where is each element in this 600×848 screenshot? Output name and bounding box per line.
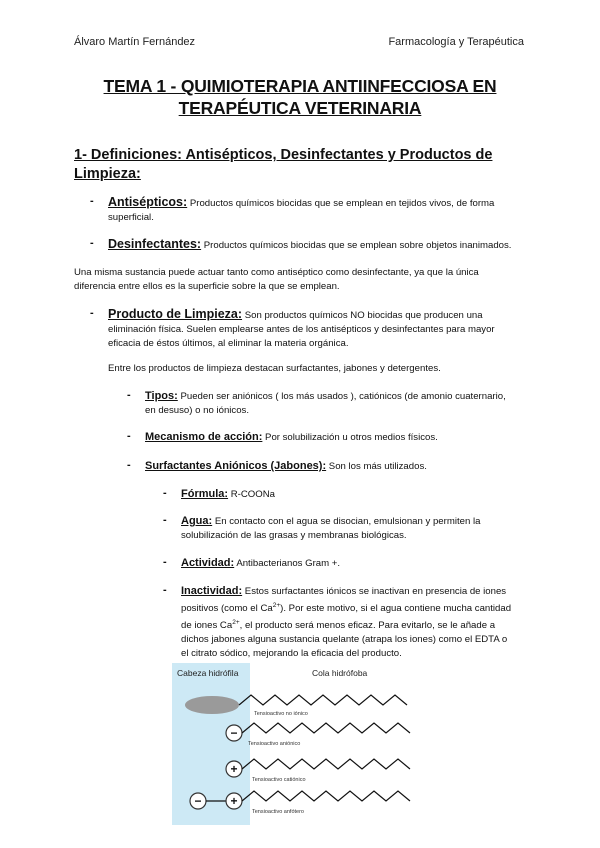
inactividad-text-5: el citrato sódico, mejorando la eficacia del producto. (181, 648, 402, 660)
surfactant-diagram (172, 663, 418, 825)
antisepticos-text-2: superficial. (108, 212, 154, 223)
tail-label: Cola hidrófoba (312, 668, 368, 678)
amphoteric-minus-sign: − (194, 794, 202, 808)
desinfectantes-text: Productos químicos biocidas que se emplean sobre objetos inanimados. (201, 240, 512, 251)
inactividad-term: Inactividad: (181, 585, 243, 597)
page-title-line1: TEMA 1 - QUIMIOTERAPIA ANTIINFECCIOSA EN (103, 76, 497, 96)
inactividad-item (181, 584, 541, 661)
row-label-cationic: Tensioactivo catiónico (252, 777, 306, 783)
header-subject: Farmacología y Terapéutica (388, 36, 524, 48)
section-heading-line1: 1- Definiciones: Antisépticos, Desinfectantes y Productos de (74, 147, 493, 163)
tipos-text: Pueden ser aniónicos ( los más usados ), catiónicos (de amonio cuaternario, (177, 391, 506, 402)
surfactantes-item (145, 459, 545, 474)
desinfectantes-term: Desinfectantes: (108, 237, 202, 251)
mecanismo-text: Por solubilización u otros medios físicos. (262, 432, 438, 443)
paragraph-1-line1: Una misma sustancia puede actuar tanto como antiséptico como desinfectante, ya que la única (74, 267, 479, 278)
producto-text-3: eficacia de éstos últimos, al eliminar la materia orgánica. (108, 338, 349, 349)
cationic-sign: + (230, 762, 238, 776)
bullet-dash: - (127, 389, 131, 401)
mecanismo-term: Mecanismo de acción: (145, 431, 263, 443)
bullet-dash: - (163, 556, 167, 568)
bullet-dash: - (127, 430, 131, 442)
inactividad-text-4: dichos jabones alguna sustancia quelante (atrapa los iones) como el EDTA o (181, 634, 508, 646)
inactividad-text-2b: ). Por este motivo, si el agua contiene mucha cantidad (280, 603, 512, 615)
section-heading-line2: Limpieza: (74, 166, 141, 182)
tipos-text-2: en desuso) o no iónicos. (145, 405, 249, 416)
bullet-dash: - (163, 487, 167, 499)
amphoteric-plus-sign: + (230, 794, 238, 808)
superscript-charge: 2+ (232, 619, 240, 627)
hydrocarbon-tail (242, 791, 410, 801)
superscript-charge: 2+ (272, 602, 281, 609)
row-label-amphoteric: Tensioactivo anfótero (252, 809, 304, 815)
bullet-dash: - (90, 237, 94, 249)
agua-text-2: solubilización de las grasas y membranas biológicas. (181, 530, 407, 541)
bullet-dash: - (90, 307, 94, 319)
mecanismo-item (145, 430, 545, 445)
producto-text: Son productos químicos NO biocidas que producen una (242, 310, 483, 321)
row-label-nonionic: Tensioactivo no iónico (254, 711, 308, 717)
bullet-dash: - (127, 459, 131, 471)
agua-term: Agua: (181, 515, 213, 527)
surfactantes-term: Surfactantes Aniónicos (Jabones): (145, 460, 327, 472)
nonionic-head-oval (185, 696, 239, 714)
tipos-item (145, 389, 545, 418)
antisepticos-item (108, 195, 528, 225)
bullet-dash: - (163, 514, 167, 526)
surfactantes-text: Son los más utilizados. (326, 461, 427, 472)
head-label: Cabeza hidrófila (177, 668, 239, 678)
bullet-dash: - (163, 584, 167, 596)
antisepticos-term: Antisépticos: (108, 195, 188, 209)
inactividad-text: Estos surfactantes iónicos se inactivan en presencia de iones (242, 586, 507, 597)
paragraph-1-line2: diferencia entre ellos es la superficie sobre la que se emplean. (74, 281, 340, 292)
inactividad-text-2a: positivos (como el Ca (181, 603, 273, 615)
page-title-line2: TERAPÉUTICA VETERINARIA (178, 98, 422, 118)
hydrocarbon-tail (242, 723, 410, 733)
paragraph-2: Entre los productos de limpieza destacan surfactantes, jabones y detergentes. (108, 363, 441, 374)
tipos-term: Tipos: (145, 390, 178, 402)
row-label-anionic: Tensioactivo aniónico (248, 741, 301, 747)
bullet-dash: - (90, 195, 94, 207)
producto-item (108, 307, 538, 351)
desinfectantes-item (108, 237, 538, 253)
paragraph-1 (74, 266, 544, 294)
hydrocarbon-tail (242, 759, 410, 769)
header-author: Álvaro Martín Fernández (74, 36, 196, 48)
agua-item (181, 514, 541, 543)
producto-term: Producto de Limpieza: (108, 307, 243, 321)
formula-text: R-COONa (228, 489, 275, 500)
formula-item (181, 487, 541, 502)
formula-term: Fórmula: (181, 488, 229, 500)
hydrocarbon-tail (239, 695, 407, 705)
actividad-item (181, 556, 541, 571)
inactividad-text-3b: , el producto será menos eficaz. Para evitarlo, se le añade a (239, 620, 496, 632)
actividad-term: Actividad: (181, 557, 235, 569)
antisepticos-text: Productos químicos biocidas que se emplean en tejidos vivos, de forma (187, 198, 495, 209)
actividad-text: Antibacterianos Gram +. (234, 558, 341, 569)
producto-text-2: eliminación física. Suelen emplearse antes de los antisépticos y desinfectantes para mayor (108, 324, 495, 335)
agua-text: En contacto con el agua se disocian, emulsionan y permiten la (212, 516, 481, 527)
anionic-sign: − (230, 726, 238, 740)
inactividad-text-3a: de iones Ca (181, 620, 233, 632)
